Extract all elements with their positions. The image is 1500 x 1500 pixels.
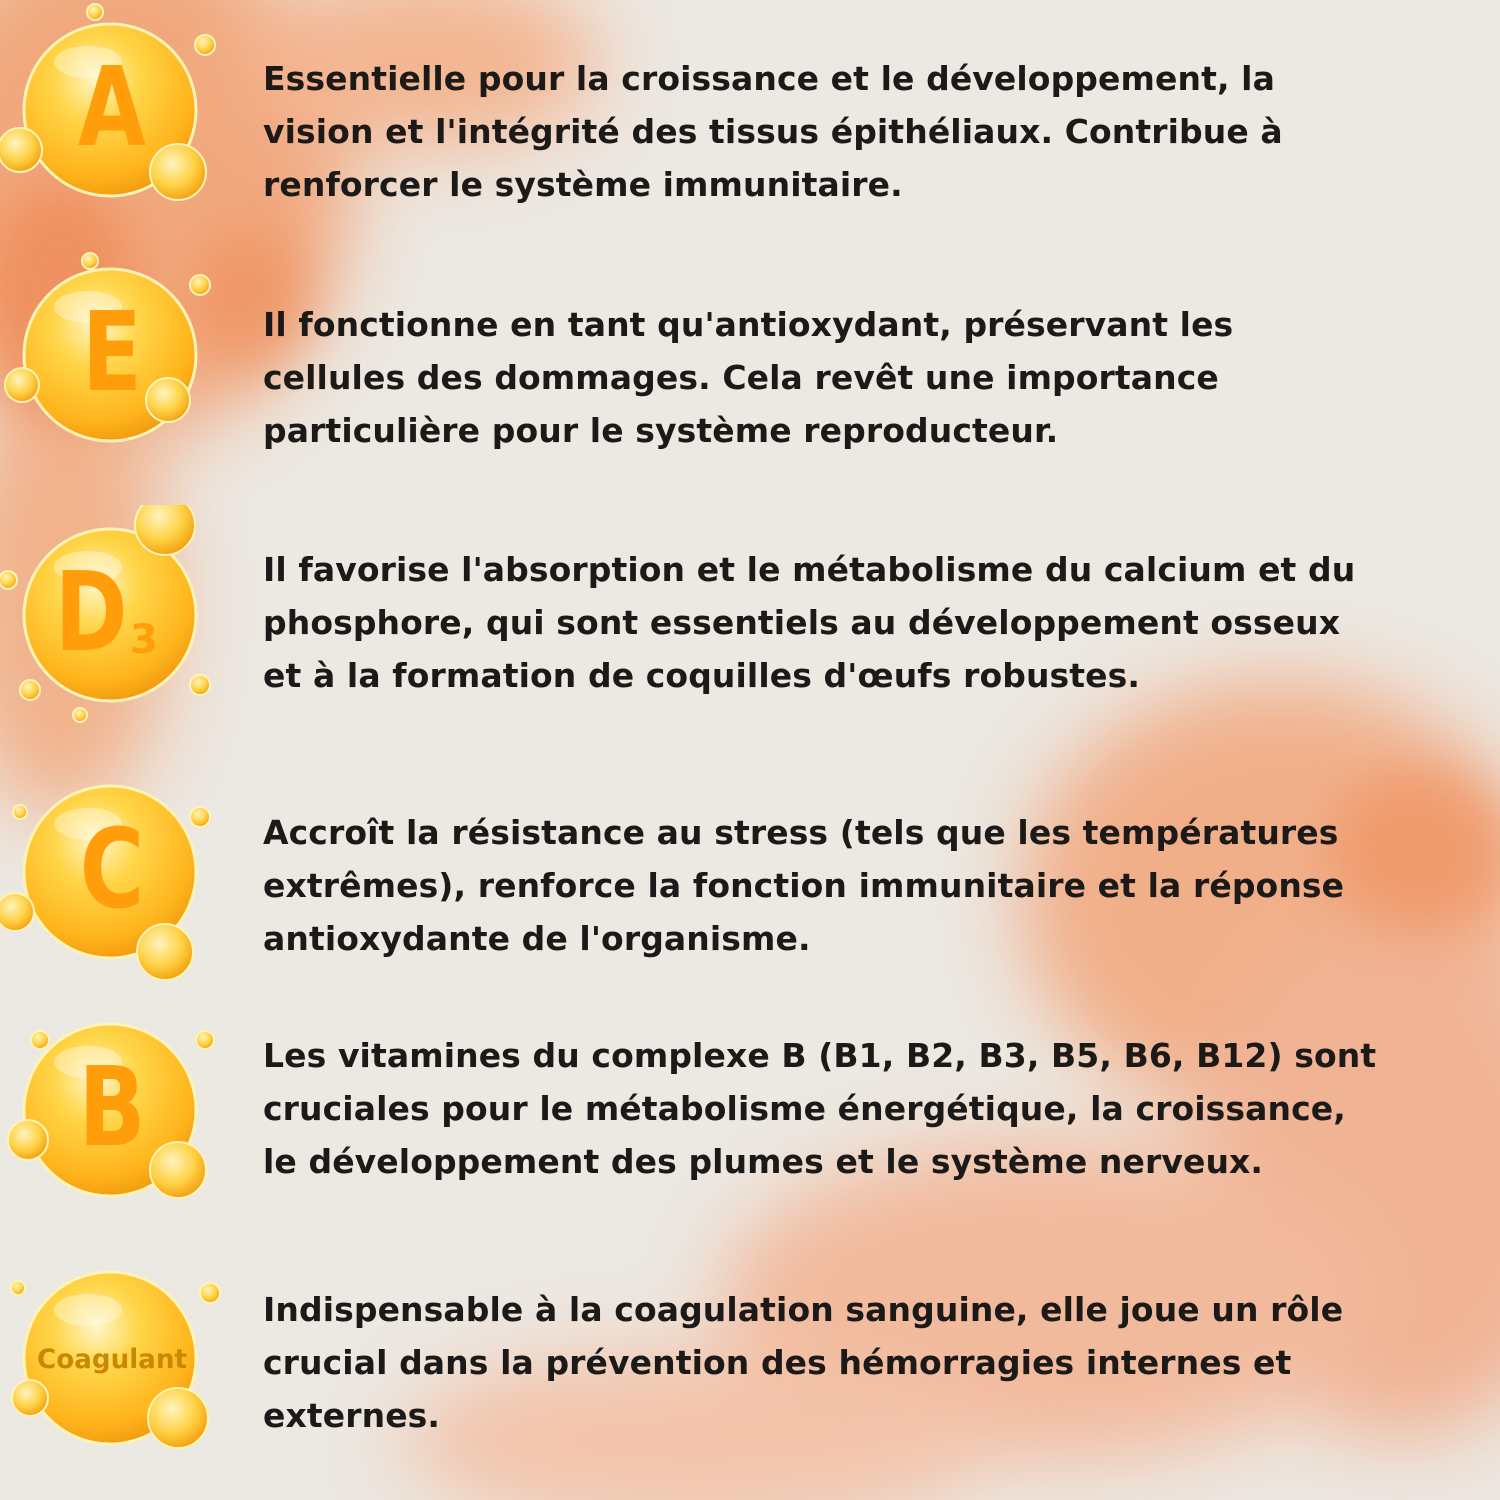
vitamin-b-icon bbox=[0, 1000, 230, 1230]
vitamin-k-coagulant-icon bbox=[0, 1248, 230, 1478]
vitamin-letter: A bbox=[77, 44, 147, 172]
vitamin-c-icon bbox=[0, 762, 230, 992]
vitamin-a-icon bbox=[0, 0, 230, 230]
vitamin-letter: E bbox=[81, 289, 143, 417]
vitamin-description: Essentielle pour la croissance et le développement, la vision et l'intégrité des tissus épithéliaux. Contribue à renforcer le système immunitaire. bbox=[263, 59, 1283, 204]
vitamin-description: Il fonctionne en tant qu'antioxydant, préservant les cellules des dommages. Cela revêt une importance particulière pour le système reproducteur. bbox=[263, 305, 1234, 450]
vitamin-letter: Coagulant bbox=[37, 1344, 188, 1375]
vitamin-subscript: 3 bbox=[130, 617, 158, 663]
vitamin-letter: D bbox=[54, 549, 128, 677]
vitamin-e-icon bbox=[0, 245, 230, 475]
vitamin-letter: B bbox=[78, 1044, 146, 1172]
vitamin-description: Les vitamines du complexe B (B1, B2, B3, B5, B6, B12) sont cruciales pour le métabolisme énergétique, la croissance, le développement des plumes et le système nerveux. bbox=[263, 1036, 1377, 1181]
vitamin-description: Accroît la résistance au stress (tels que les températures extrêmes), renforce la fonction immunitaire et la réponse antioxydante de l'organisme. bbox=[263, 813, 1345, 958]
vitamin-letter: C bbox=[79, 806, 145, 934]
vitamin-d3-icon bbox=[0, 505, 230, 735]
vitamin-description: Indispensable à la coagulation sanguine, elle joue un rôle crucial dans la prévention des hémorragies internes et externes. bbox=[263, 1290, 1344, 1435]
vitamin-description: Il favorise l'absorption et le métabolisme du calcium et du phosphore, qui sont essentiels au développement osseux et à la formation de coquilles d'œufs robustes. bbox=[263, 550, 1356, 695]
